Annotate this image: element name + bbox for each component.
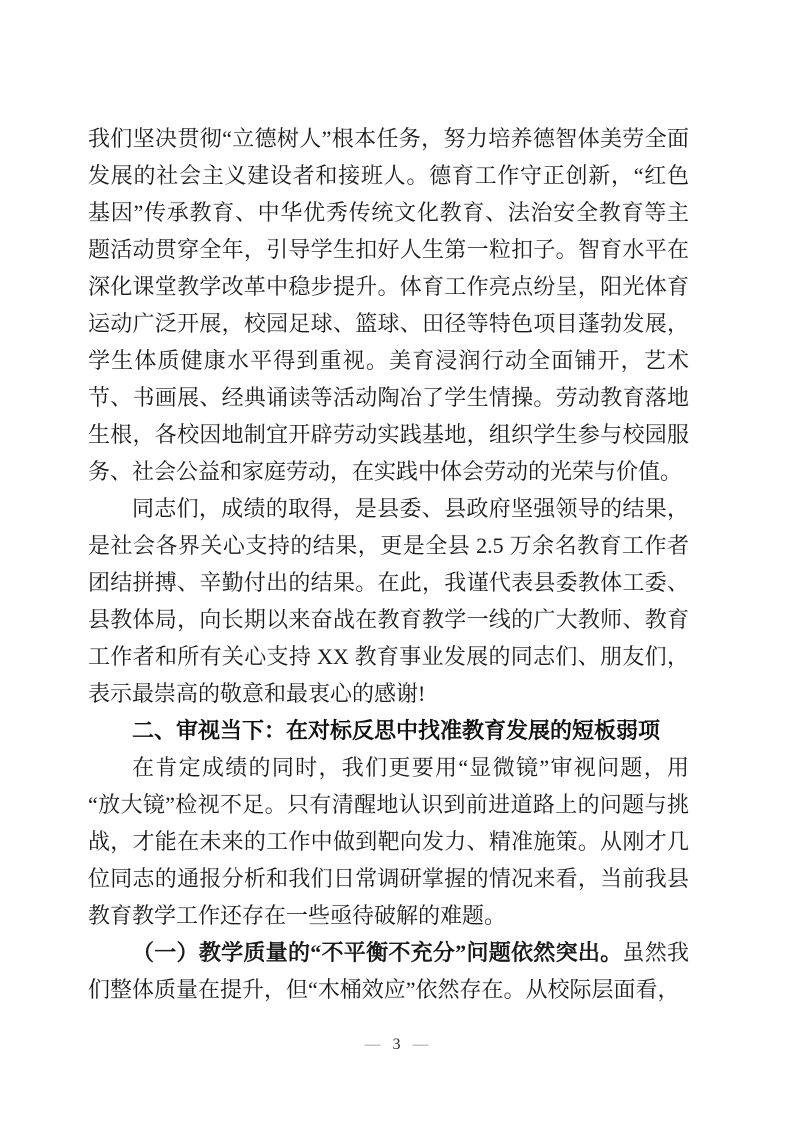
section-heading-part-two: 二、审视当下：在对标反思中找准教育发展的短板弱项 [132, 718, 661, 743]
document-body [88, 120, 689, 1008]
problem-one-text: 虽然我们整体质量在提升，但“木桶效应”依然存在。从校际层面看， [88, 940, 689, 1002]
paragraph-thanks: 同志们，成绩的取得，是县委、县政府坚强领导的结果，是社会各界关心支持的结果，更是全县 2.5 万余名教育工作者团结拼搏、辛勤付出的结果。在此，我谨代表县委教体工委、县教体局，向长期以来奋战在教育教学一线的广大教师、教育工作者和所有关心支持 XX 教育事业发展的同志们、朋友们，表示最崇高的敬意和最衷心的感谢! [88, 496, 689, 706]
footer-dash-right: — [412, 1036, 429, 1053]
paragraph-achievements-overview: 我们坚决贯彻“立德树人”根本任务，努力培养德智体美劳全面发展的社会主义建设者和接班人。德育工作守正创新，“红色基因”传承教育、中华优秀传统文化教育、法治安全教育等主题活动贯穿全年，引导学生扣好人生第一粒扣子。智育水平在深化课堂教学改革中稳步提升。体育工作亮点纷呈，阳光体育运动广泛开展，校园足球、篮球、田径等特色项目蓬勃发展，学生体质健康水平得到重视。美育浸润行动全面铺开，艺术节、书画展、经典诵读等活动陶冶了学生情操。劳动教育落地生根，各校因地制宜开辟劳动实践基地，组织学生参与校园服务、社会公益和家庭劳动，在实践中体会劳动的光荣与价值。 [88, 126, 690, 484]
page-number: 3 [392, 1036, 401, 1053]
paragraph-problem-one [88, 934, 689, 1008]
page-footer [0, 1034, 793, 1056]
footer-dash-left: — [364, 1036, 381, 1053]
paragraph-reflection-intro: 在肯定成绩的同时，我们更要用“显微镜”审视问题，用“放大镜”检视不足。只有清醒地认识到前进道路上的问题与挑战，才能在未来的工作中做到靶向发力、精准施策。从刚才几位同志的通报分析和我们日常调研掌握的情况来看，当前我县教育教学工作还存在一些亟待破解的难题。 [88, 755, 689, 928]
problem-one-title: （一）教学质量的“不平衡不充分”问题依然突出。 [132, 940, 623, 965]
